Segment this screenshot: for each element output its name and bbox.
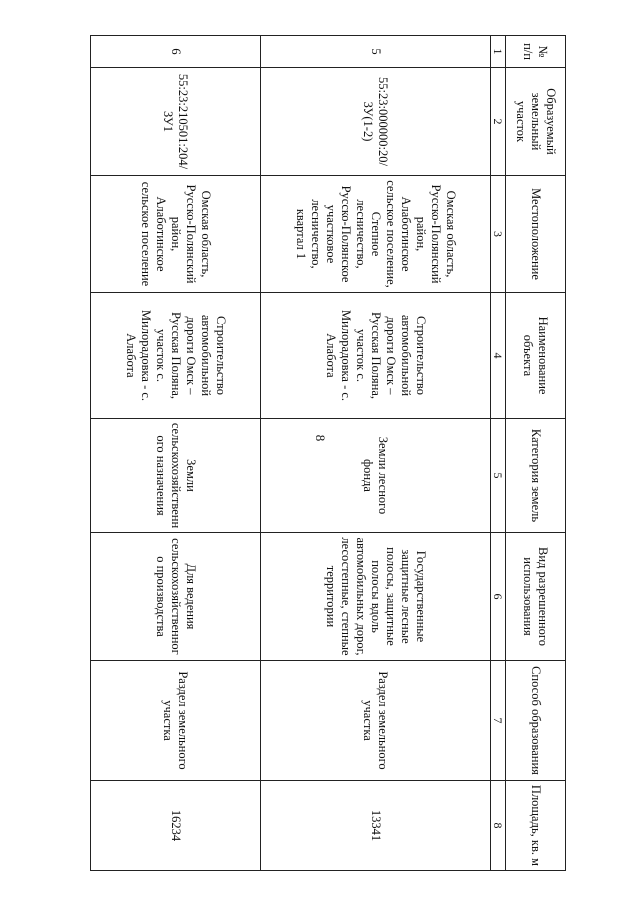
category-cell: Земли лесного фонда xyxy=(261,419,491,533)
method-cell: Раздел земельного участка xyxy=(261,661,491,781)
area-cell: 16234 xyxy=(91,781,261,871)
column-number: 4 xyxy=(491,293,506,419)
column-number: 3 xyxy=(491,176,506,293)
location-cell: Омская область, Русско-Полянский район, Алаботинское сельское поселение xyxy=(91,176,261,293)
column-number-row xyxy=(491,36,506,871)
column-number: 7 xyxy=(491,661,506,781)
header-row xyxy=(506,36,566,871)
area-cell: 13341 xyxy=(261,781,491,871)
header-object: Наименование объекта xyxy=(506,293,566,419)
header-use: Вид разрешенного использования xyxy=(506,533,566,661)
header-location: Местоположение xyxy=(506,176,566,293)
table-row xyxy=(261,36,491,871)
header-num: № п/п xyxy=(506,36,566,68)
page-number: 8 xyxy=(313,434,328,442)
object-cell: Строительство автомобильной дороги Омск – Русская Поляна, участок с. Милорадовка - с. Алабота xyxy=(261,293,491,419)
table-row xyxy=(91,36,261,871)
row-num: 5 xyxy=(261,36,491,68)
header-parcel: Образуемый земельный участок xyxy=(506,68,566,176)
method-cell: Раздел земельного участка xyxy=(91,661,261,781)
column-number: 1 xyxy=(491,36,506,68)
header-category: Категория земель xyxy=(506,419,566,533)
row-num: 6 xyxy=(91,36,261,68)
object-cell: Строительство автомобильной дороги Омск – Русская Поляна, участок с. Милорадовка - с. Алабота xyxy=(91,293,261,419)
column-number: 2 xyxy=(491,68,506,176)
header-area: Площадь, кв. м xyxy=(506,781,566,871)
land-parcel-table xyxy=(90,35,566,871)
category-cell: Земли сельскохозяйственного назначения xyxy=(91,419,261,533)
parcel-id: 55:23:000000:20/ЗУ(1-2) xyxy=(261,68,491,176)
header-method: Способ образования xyxy=(506,661,566,781)
column-number: 8 xyxy=(491,781,506,871)
column-number: 5 xyxy=(491,419,506,533)
location-cell: Омская область, Русско-Полянский район, Алаботинское сельское поселение, Степное лесничество, Русско-Полянское участковое лесничество, квартал 1 xyxy=(261,176,491,293)
column-number: 6 xyxy=(491,533,506,661)
parcel-id: 55:23:210501:204/ЗУ1 xyxy=(91,68,261,176)
use-cell: Государственные защитные лесные полосы, защитные полосы вдоль автомобильных дорог, лесостепные, степные территории xyxy=(261,533,491,661)
use-cell: Для ведения сельскохозяйственного производства xyxy=(91,533,261,661)
